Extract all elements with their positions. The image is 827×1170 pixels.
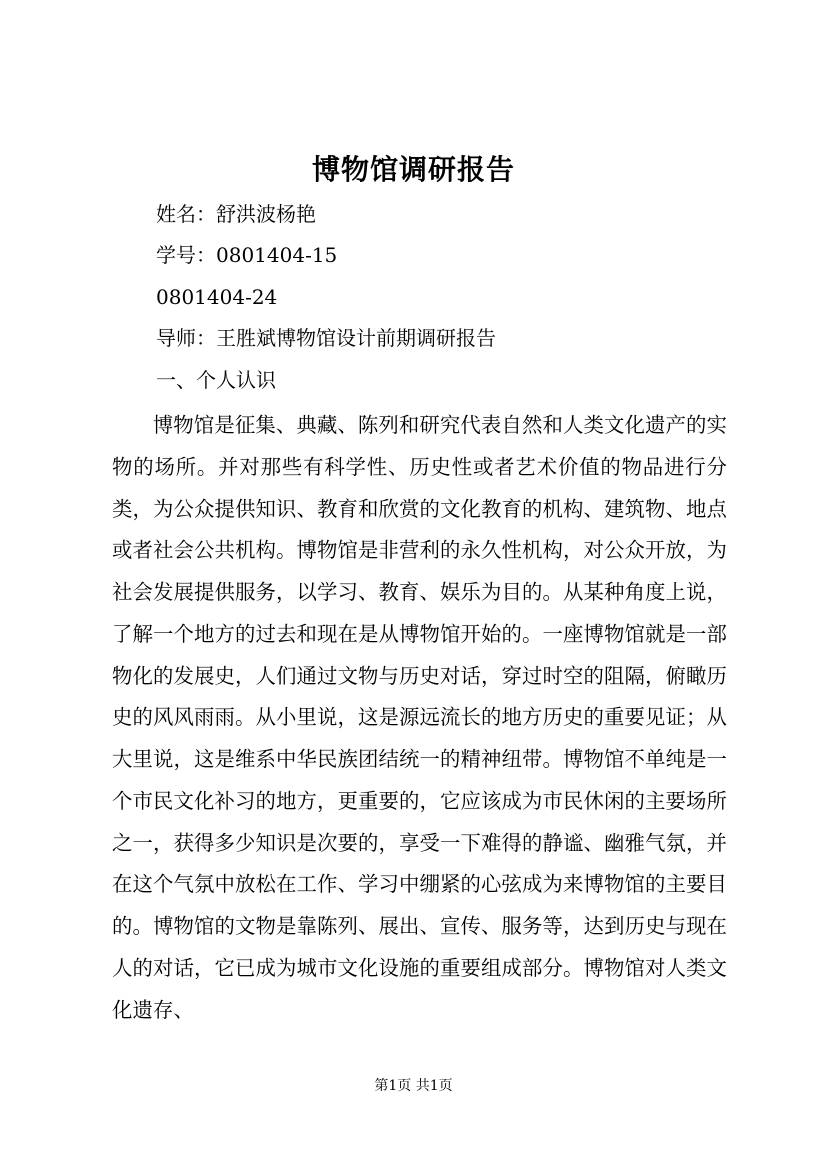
author-line: 姓名：舒洪波杨艳 [156, 202, 316, 226]
section-heading: 一、个人认识 [156, 368, 276, 392]
body-paragraph: 博物馆是征集、典藏、陈列和研究代表自然和人类文化遗产的实物的场所。并对那些有科学性、历史性或者艺术价值的物品进行分类，为公众提供知识、教育和欣赏的文化教育的机构、建筑物、地点或者社会公共机构。博物馆是非营利的永久性机构，对公众开放，为社会发展提供服务，以学习、教育、娱乐为目的。从某种角度上说，了解一个地方的过去和现在是从博物馆开始的。一座博物馆就是一部物化的发展史，人们通过文物与历史对话，穿过时空的阻隔，俯瞰历史的风风雨雨。从小里说，这是源远流长的地方历史的重要见证；从大里说，这是维系中华民族团结统一的精神纽带。博物馆不单纯是一个市民文化补习的地方，更重要的，它应该成为市民休闲的主要场所之一，获得多少知识是次要的，享受一下难得的静谧、幽雅气氛，并在这个气氛中放松在工作、学习中绷紧的心弦成为来博物馆的主要目的。博物馆的文物是靠陈列、展出、宣传、服务等，达到历史与现在人的对话，它已成为城市文化设施的重要组成部分。博物馆对人类文化遗存、 [112, 413, 727, 1022]
document-title: 博物馆调研报告 [311, 153, 515, 186]
advisor-line: 导师：王胜斌博物馆设计前期调研报告 [156, 326, 496, 350]
page-footer: 第1页 共1页 [374, 1078, 453, 1094]
student-id-line: 学号：0801404-15 [156, 243, 338, 267]
student-id-line-2: 0801404-24 [156, 285, 278, 309]
